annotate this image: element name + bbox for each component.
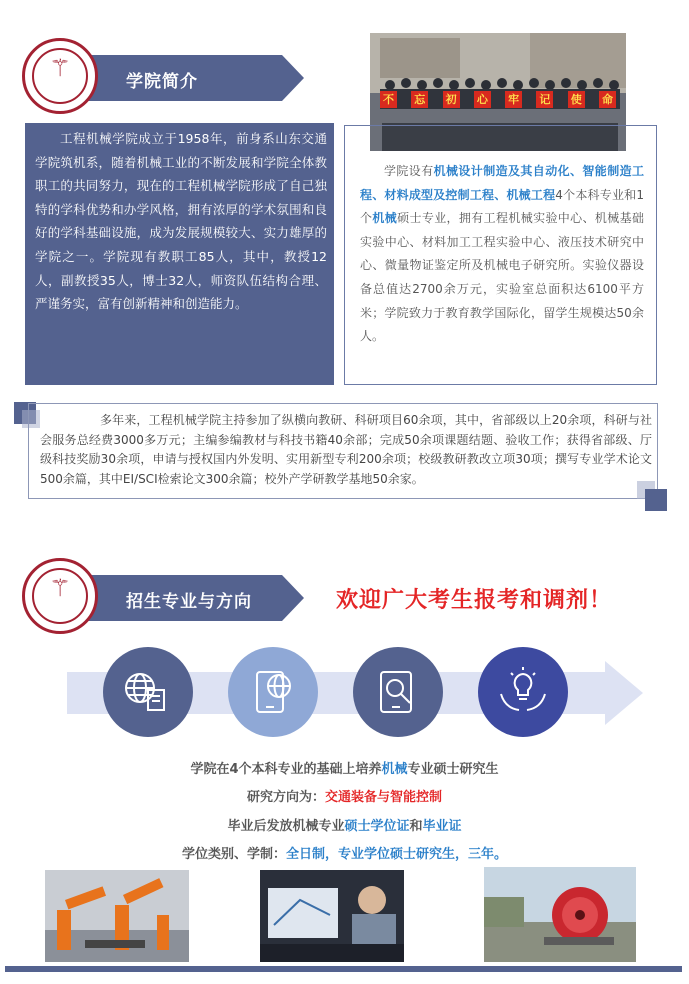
research-paragraph: 多年来，工程机械学院主持参加了纵横向教研、科研项目60余项，其中，省部级以上20余项，科研与社会服务总经费3000多万元；主编参编教材与科技书籍40余部；完成50余项课题结题、验收工作；获得省部级、厅级科技奖励30余项，申请与授权国内外发明、实用新型专利200余项；校级教研教改立项30项；撰写专业学术论文500余篇，其中EI/SCI检索论文300余篇；校外产学研教学基地50余家。 [40, 413, 652, 486]
banner-char: 不 [380, 91, 397, 108]
welcome-slogan: 欢迎广大考生报考和调剂！ [336, 588, 613, 613]
info-text: 专业硕士研究生 [407, 762, 499, 777]
banner-arrow [282, 575, 304, 621]
phone-globe-icon [245, 664, 301, 720]
intro-paragraph: 工程机械学院成立于1958年，前身系山东交通学院筑机系，随着机械工业的不断发展和学院全体教职工的共同努力，现在的工程机械学院形成了自己独特的学科优势和办学风格，拥有浓厚的学术氛围和良好的学科基础设施，成为发展规模较大、实力雄厚的学院之一。学院现有教职工85人，其中，教授12人，副教授35人，博士32人，师资队伍结构合理、严谨务实，富有创新精神和创造能力。 [35, 131, 327, 312]
group-photo-banner [380, 91, 616, 111]
info-line-direction [0, 786, 689, 805]
majors-highlight-machinery: 机械 [372, 211, 398, 226]
info-text: 研究方向为： [246, 790, 325, 805]
info-line-program [0, 758, 689, 777]
tunnel-machine-illustration [484, 867, 636, 962]
info-line-duration [0, 843, 689, 862]
info-line-certificates [0, 815, 689, 834]
circle-globe-book [103, 647, 193, 737]
logo-crest-icon: ⚚ [49, 54, 71, 82]
bottom-bar [5, 966, 682, 972]
info-highlight-degree: 硕士学位证 [344, 819, 410, 834]
banner-char: 忘 [411, 91, 428, 108]
info-highlight-machinery: 机械 [381, 762, 408, 777]
university-logo [22, 38, 98, 114]
majors-paragraph [360, 160, 644, 349]
banner-char: 牢 [505, 91, 522, 108]
majors-highlight-programs: 机械设计制造及其自动化、智能制造工程、材料成型及控制工程、机械工程 [360, 164, 644, 202]
photo-robot-arms [45, 870, 189, 962]
process-band-arrow [605, 661, 643, 725]
logo-crest-icon: ⚚ [49, 574, 71, 602]
info-highlight-duration: 全日制，专业学位硕士研究生，三年。 [286, 847, 508, 862]
circle-bulb-hands [478, 647, 568, 737]
majors-text-1: 学院设有 [384, 164, 434, 178]
lightbulb-hands-icon [495, 664, 551, 720]
globe-book-icon [120, 664, 176, 720]
info-text: 学院在4个本科专业的基础上培养 [190, 762, 382, 777]
info-text: 和 [409, 819, 423, 834]
banner-char: 心 [474, 91, 491, 108]
cad-design-illustration [260, 870, 404, 962]
banner-char: 记 [536, 91, 553, 108]
university-logo [22, 558, 98, 634]
circle-tablet-search [353, 647, 443, 737]
photo-cad-design [260, 870, 404, 962]
tablet-search-icon [370, 664, 426, 720]
corner-square [645, 489, 667, 511]
circle-phone-globe [228, 647, 318, 737]
section-title-intro: 学院简介 [126, 72, 198, 92]
info-highlight-diploma: 毕业证 [422, 819, 462, 834]
section-title-admission: 招生专业与方向 [126, 592, 252, 612]
info-text: 学位类别、学制： [181, 847, 286, 862]
info-text: 毕业后发放机械专业 [227, 819, 345, 834]
robot-arms-illustration [45, 870, 189, 962]
info-highlight-direction: 交通装备与智能控制 [325, 790, 443, 805]
banner-char: 使 [568, 91, 585, 108]
majors-text-3: 硕士专业，拥有工程机械实验中心、机械基础实验中心、材料加工工程实验中心、液压技术研究中心、微量物证鉴定所及机械电子研究所。实验仪器设备总值达2700余万元，实验室总面积达6100平方米；学院致力于教育教学国际化，留学生规模达50余人。 [360, 211, 644, 344]
banner-char: 命 [599, 91, 616, 108]
banner-arrow [282, 55, 304, 101]
photo-tunnel-machine [484, 867, 636, 962]
majors-text-2: 4个本科专业和1个 [360, 187, 644, 226]
banner-char: 初 [443, 91, 460, 108]
